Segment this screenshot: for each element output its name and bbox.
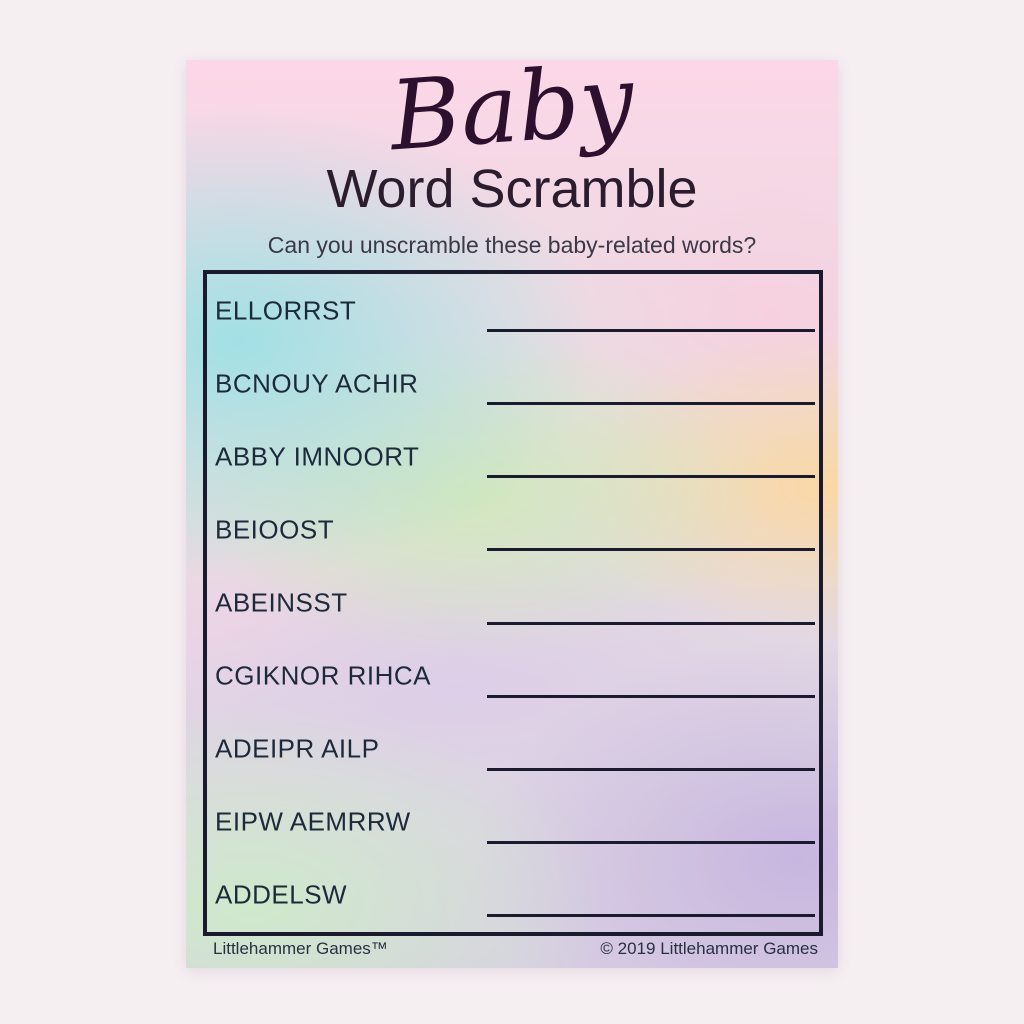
word-row-4 [207, 493, 819, 566]
scrambled-word: CGIKNOR RIHCA [215, 660, 431, 691]
title-script-baby: Baby [386, 43, 638, 173]
answer-blank-line [487, 329, 815, 332]
card-footer [213, 939, 818, 959]
scrambled-word: BCNOUY ACHIR [215, 368, 419, 399]
word-row-2 [207, 347, 819, 420]
scrambled-word: EIPW AEMRRW [215, 806, 411, 837]
footer-copyright: © 2019 Littlehammer Games [600, 939, 818, 958]
word-row-9 [207, 859, 819, 932]
word-row-3 [207, 420, 819, 493]
answer-blank-line [487, 914, 815, 917]
answer-blank-line [487, 768, 815, 771]
word-row-6 [207, 640, 819, 713]
game-card [186, 43, 838, 968]
scrambled-word: ELLORRST [215, 295, 357, 326]
answer-blank-line [487, 841, 815, 844]
word-row-5 [207, 566, 819, 639]
answer-blank-line [487, 402, 815, 405]
answer-blank-line [487, 475, 815, 478]
scrambled-word: ABEINSST [215, 587, 348, 618]
scrambled-word: BEIOOST [215, 514, 335, 545]
answer-blank-line [487, 548, 815, 551]
word-row-8 [207, 786, 819, 859]
scrambled-word: ADEIPR AILP [215, 733, 380, 764]
title-word-scramble: Word Scramble [326, 159, 698, 219]
answer-blank-line [487, 622, 815, 625]
scrambled-word: ABBY IMNOORT [215, 441, 420, 472]
word-row-7 [207, 713, 819, 786]
scrambled-word: ADDELSW [215, 879, 348, 910]
answer-blank-line [487, 695, 815, 698]
footer-brand: Littlehammer Games™ [213, 939, 388, 958]
subtitle-instructions: Can you unscramble these baby-related words? [267, 232, 757, 258]
word-list-box [203, 270, 823, 936]
word-row-1 [207, 274, 819, 347]
